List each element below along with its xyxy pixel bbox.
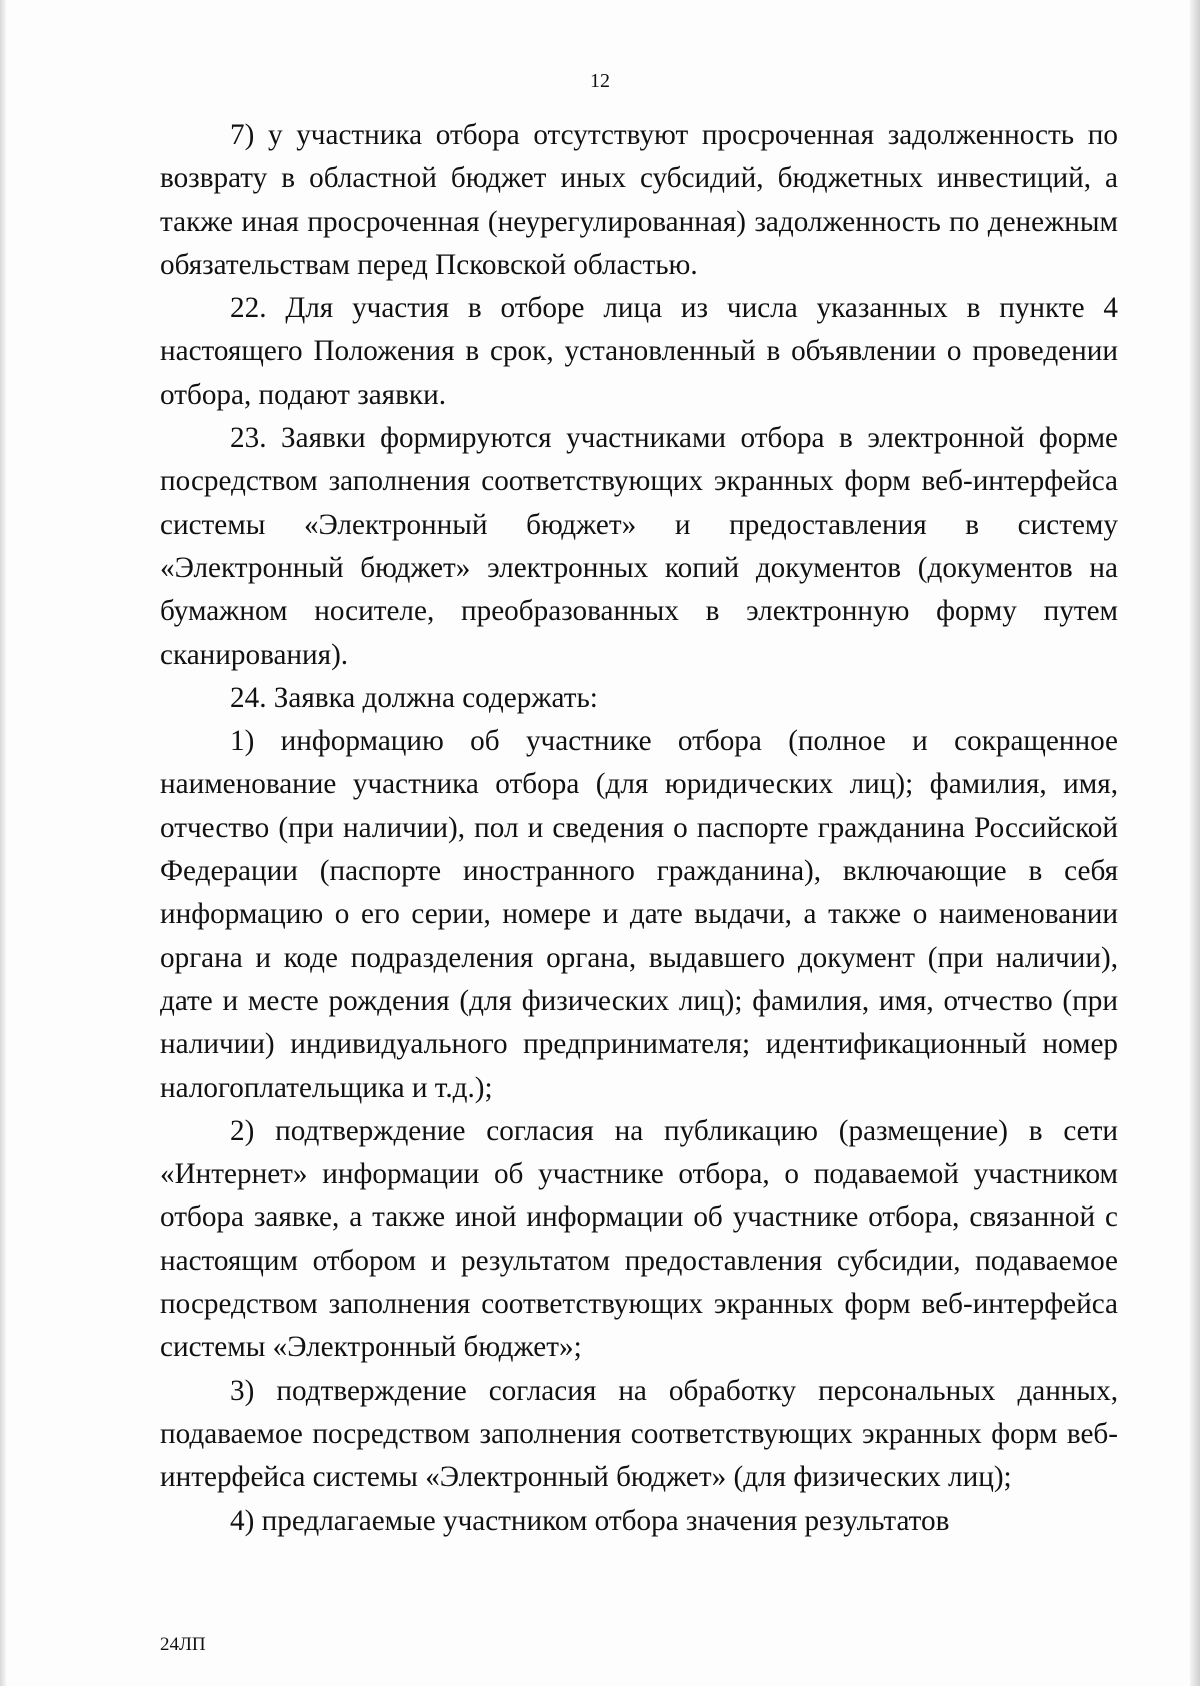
paragraph-item-3: 3) подтверждение согласия на обработку персональных данных, подаваемое посредством заполнения соответствующих экранных форм веб-интерфейса системы «Электронный бюджет» (для физических лиц); (160, 1374, 1118, 1494)
paragraph-item-7: 7) у участника отбора отсутствуют просроченная задолженность по возврату в областной бюджет иных субсидий, бюджетных инвестиций, а также иная просроченная (неурегулированная) задолженность по денежным обязательствам перед Псковской областью. (160, 119, 1118, 281)
scan-edge-left (0, 0, 6, 1686)
scan-edge-right (1190, 0, 1200, 1686)
paragraph-item-2: 2) подтверждение согласия на публикацию (размещение) в сети «Интернет» информации об участнике отбора, о подаваемой участником отбора заявке, а также иной информации об участнике отбора, связанной с настоящим отбором и результатом предоставления субсидии, подаваемое посредством заполнения соответствующих экранных форм веб-интерфейса системы «Электронный бюджет»; (160, 1114, 1118, 1364)
document-body (160, 114, 1118, 1543)
paragraph-item-1: 1) информацию об участнике отбора (полное и сокращенное наименование участника отбора (для юридических лиц); фамилия, имя, отчество (при наличии), пол и сведения о паспорте гражданина Российской Федерации (паспорте иностранного гражданина), включающие в себя информацию о его серии, номере и дате выдачи, а также о наименовании органа и коде подразделения органа, выдавшего документ (при наличии), дате и месте рождения (для физических лиц); фамилия, имя, отчество (при наличии) индивидуального предпринимателя; идентификационный номер налогоплательщика и т.д.); (160, 725, 1118, 1104)
paragraph-22: 22. Для участия в отборе лица из числа указанных в пункте 4 настоящего Положения в срок, установленный в объявлении о проведении отбора, подают заявки. (160, 292, 1118, 411)
footer-document-code: 24ЛП (160, 1634, 206, 1655)
paragraph-23: 23. Заявки формируются участниками отбора в электронной форме посредством заполнения соответствующих экранных форм веб-интерфейса системы «Электронный бюджет» и предоставления в систему «Электронный бюджет» электронных копий документов (документов на бумажном носителе, преобразованных в электронную форму путем сканирования). (160, 422, 1118, 671)
paragraph-item-4: 4) предлагаемые участником отбора значения результатов (230, 1504, 950, 1537)
page-number: 12 (590, 70, 610, 92)
paragraph-24: 24. Заявка должна содержать: (230, 681, 598, 714)
